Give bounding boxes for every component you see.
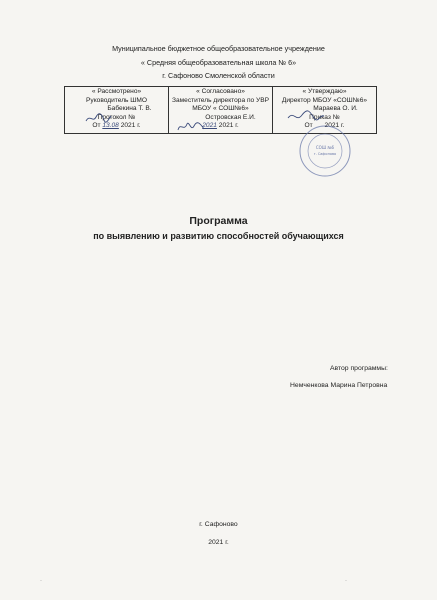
school-stamp xyxy=(298,124,352,178)
approved-date: От 2021 г. xyxy=(304,122,345,130)
footer-city: г. Сафоново xyxy=(199,521,238,528)
footer-year: 2021 г. xyxy=(208,539,229,546)
approved-order: Приказ № xyxy=(309,113,340,121)
reviewed-protocol: Протокол № xyxy=(97,113,136,121)
scan-mark-left: · xyxy=(40,578,42,584)
reviewed-role: Руководитель ШМО xyxy=(86,96,147,104)
agreed-date-handwritten: 2021 xyxy=(202,122,217,130)
reviewed-date: От 13.08 2021 г. xyxy=(92,122,141,130)
reviewed-name-line xyxy=(65,105,168,114)
agreed-date: 2021 2021 г. xyxy=(202,122,239,130)
agreed-title: « Согласовано» xyxy=(196,88,245,95)
agreed-name: Островская Е.И. xyxy=(205,113,256,121)
approved-name: Мараева О. И. xyxy=(313,105,358,113)
author-label: Автор программы: xyxy=(330,365,388,372)
signature-reviewed xyxy=(84,112,112,124)
author-name: Немченкова Марина Петровна xyxy=(290,382,388,389)
approval-reviewed xyxy=(65,87,169,133)
reviewed-name: Бабекина Т. В. xyxy=(107,105,152,113)
approved-role: Директор МБОУ «СОШ№6» xyxy=(281,96,368,104)
signature-agreed xyxy=(176,120,206,134)
approved-title: « Утверждаю» xyxy=(302,88,347,95)
svg-text:СОШ №6: СОШ №6 xyxy=(315,145,335,150)
header-line-2: « Средняя общеобразовательная школа № 6» xyxy=(140,58,297,67)
header-line-3: г. Сафоново Смоленской области xyxy=(162,71,275,80)
document-subtitle: по выявлению и развитию способностей обучающихся xyxy=(93,231,344,241)
document-title: Программа xyxy=(189,215,248,227)
svg-text:г. Сафоново: г. Сафоново xyxy=(313,152,337,156)
agreed-org: МБОУ « СОШ№6» xyxy=(192,105,249,113)
scan-mark-right: · xyxy=(345,578,347,584)
signature-approved xyxy=(286,110,326,124)
reviewed-title: « Рассмотрено» xyxy=(91,88,142,95)
reviewed-date-handwritten: 13.08 xyxy=(102,122,119,130)
agreed-role: Заместитель директора по УВР xyxy=(171,96,270,104)
header-line-1: Муниципальное бюджетное общеобразовательное учреждение xyxy=(112,44,325,53)
